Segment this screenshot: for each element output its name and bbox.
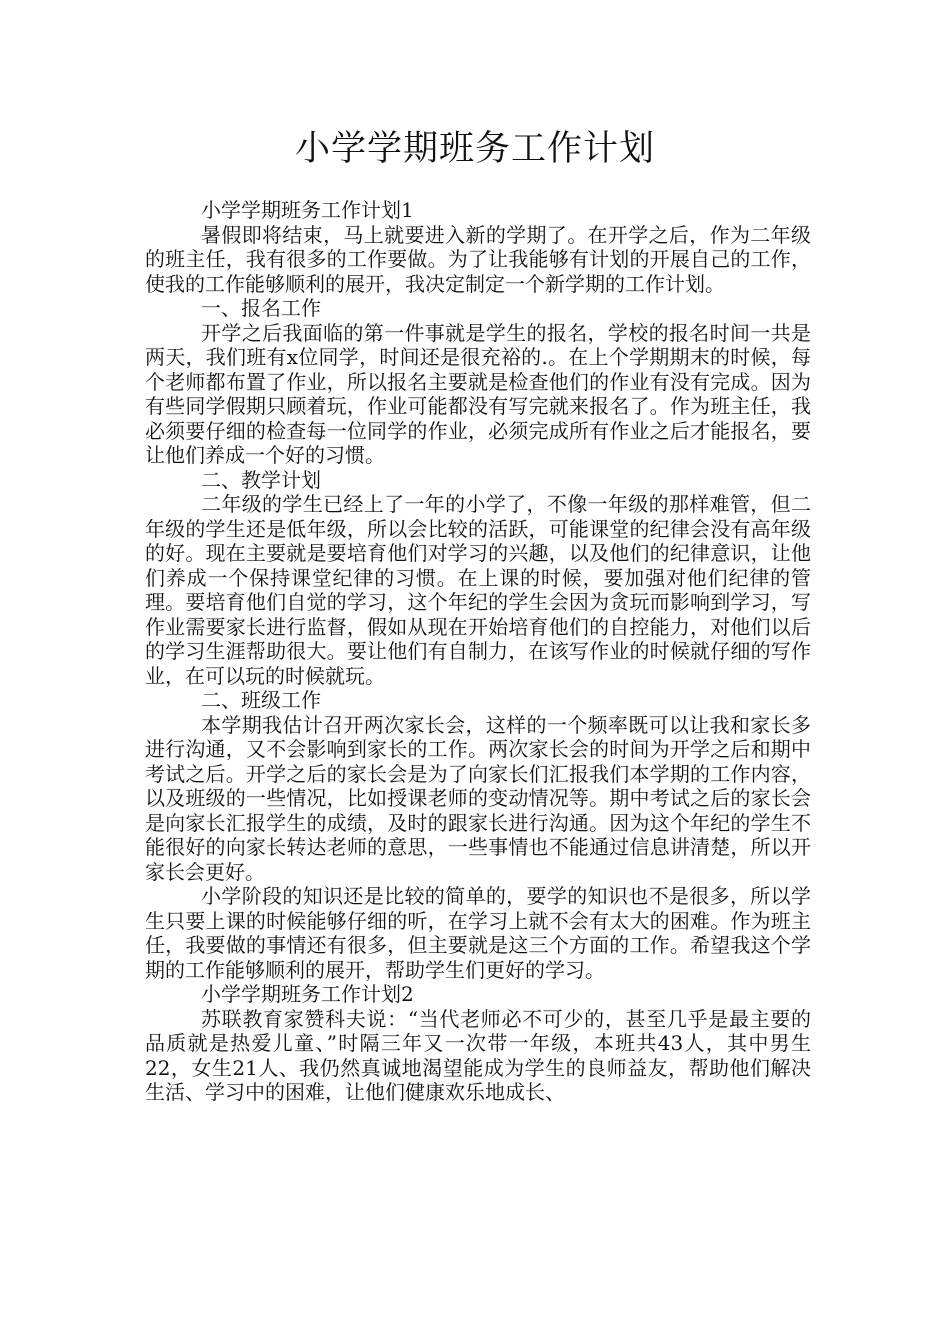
document-title: 小学学期班务工作计划 (294, 129, 655, 169)
section-heading-teaching-plan: 二、教学计划 (201, 467, 321, 492)
section-heading-plan-1: 小学学期班务工作计划1 (201, 198, 414, 222)
paragraph-teaching-plan: 二年级的学生已经上了一年的小学了，不像一年级的那样难管，但二年级的学生还是低年级，所以会比较的活跃，可能课堂的纪律会没有高年级的好。现在主要就是要培育他们对学习的兴趣，以及他们的纪律意识，让他们养成一个保持课堂纪律的习惯。在上课的时候，要加强对他们纪律的管理。要培育他们自觉的学习，这个年纪的学生会因为贪玩而影响到学习，写作业需要家长进行监督，假如从现在开始培育他们的自控能力，对他们以后的学习生涯帮助很大。要让他们有自制力，在该写作业的时候就仔细的写作业，在可以玩的时候就玩。 (145, 492, 811, 688)
paragraph-conclusion: 小学阶段的知识还是比较的简单的，要学的知识也不是很多，所以学生只要上课的时候能够仔细的听，在学习上就不会有太大的困难。作为班主任，我要做的事情还有很多，但主要就是这三个方面的工作。希望我这个学期的工作能够顺利的展开，帮助学生们更好的学习。 (145, 884, 811, 982)
document-body (145, 198, 811, 1105)
section-heading-plan-2: 小学学期班务工作计划2 (201, 982, 414, 1006)
section-heading-registration: 一、报名工作 (201, 296, 321, 320)
paragraph-parent-meetings: 本学期我估计召开两次家长会，这样的一个频率既可以让我和家长多进行沟通，又不会影响到家长的工作。两次家长会的时间为开学之后和期中考试之后。开学之后的家长会是为了向家长们汇报我们本学期的工作内容，以及班级的一些情况，比如授课老师的变动情况等。期中考试之后的家长会是向家长汇报学生的成绩，及时的跟家长进行沟通。因为这个年纪的学生不能很好的向家长转达老师的意思，一些事情也不能通过信息讲清楚，所以开家长会更好。 (145, 712, 811, 884)
paragraph-registration: 开学之后我面临的第一件事就是学生的报名，学校的报名时间一共是两天，我们班有x位同学，时间还是很充裕的.。在上个学期期末的时候，每个老师都布置了作业，所以报名主要就是检查他们的作业有没有完成。因为有些同学假期只顾着玩，作业可能都没有写完就来报名了。作为班主任，我必须要仔细的检查每一位同学的作业，必须完成所有作业之后才能报名，要让他们养成一个好的习惯。 (145, 320, 811, 467)
paragraph-plan-2-intro: 苏联教育家赞科夫说：“当代老师必不可少的，甚至几乎是最主要的品质就是热爱儿童、”时隔三年又一次带一年级，本班共43人，其中男生22，女生21人、我仍然真诚地渴望能成为学生的良师益友，帮助他们解决生活、学习中的困难，让他们健康欢乐地成长、 (145, 1006, 811, 1104)
section-heading-class-work: 二、班级工作 (201, 688, 321, 712)
paragraph-intro: 暑假即将结束，马上就要进入新的学期了。在开学之后，作为二年级的班主任，我有很多的工作要做。为了让我能够有计划的开展自己的工作，使我的工作能够顺利的展开，我决定制定一个新学期的工作计划。 (145, 222, 811, 296)
